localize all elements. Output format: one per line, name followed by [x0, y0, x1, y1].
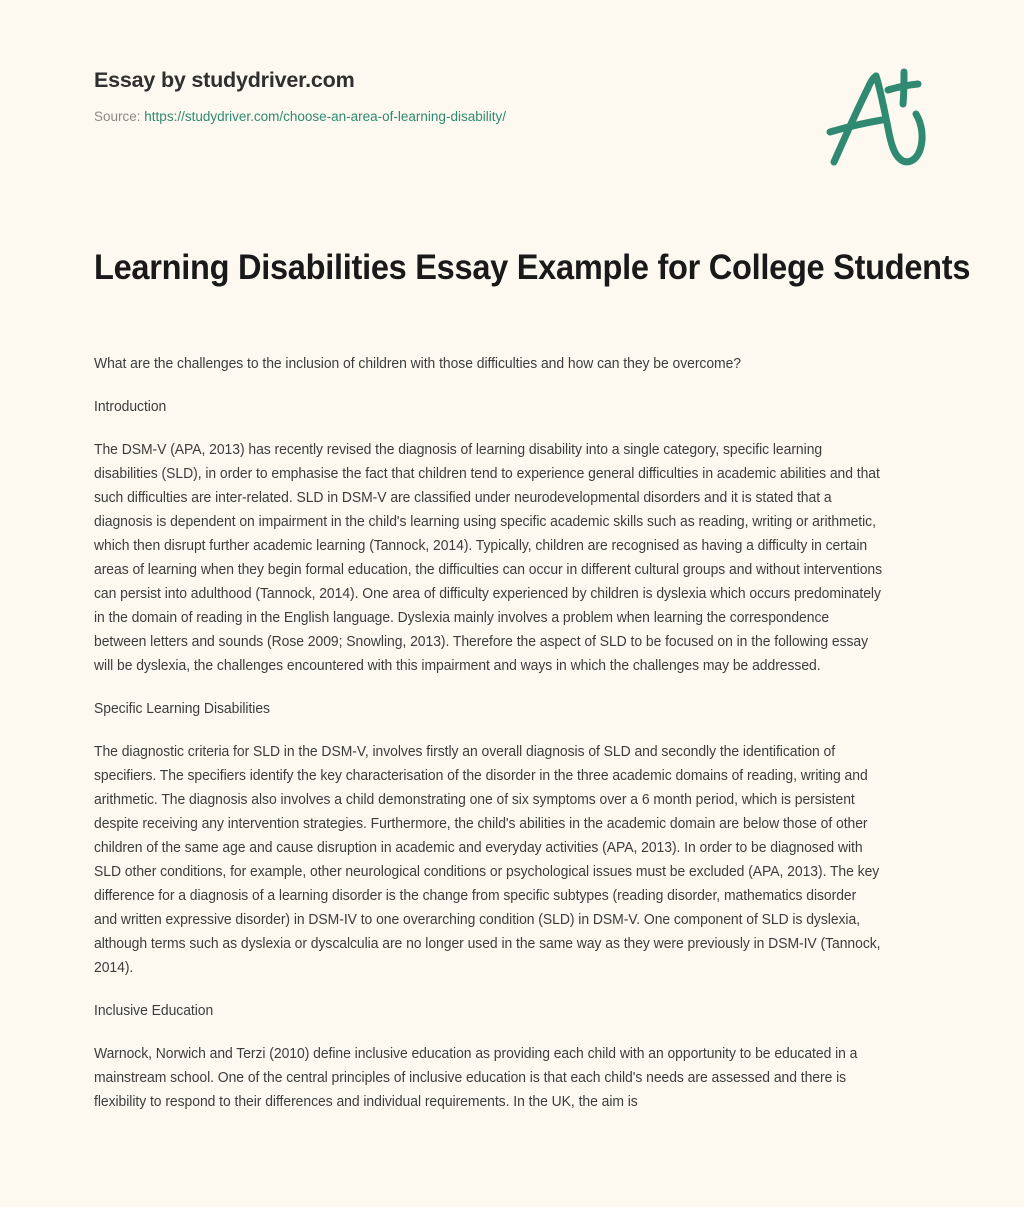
page-title: Learning Disabilities Essay Example for College Students	[94, 248, 971, 287]
section-heading-introduction: Introduction	[94, 399, 167, 415]
source-line	[94, 108, 506, 126]
section-heading-specific-learning-disabilities: Specific Learning Disabilities	[94, 701, 270, 717]
lead-question: What are the challenges to the inclusion of children with those difficulties and how can they be overcome?	[94, 356, 742, 372]
brand-title: Essay by studydriver.com	[94, 68, 355, 92]
a-plus-logo-icon	[812, 62, 932, 174]
page-header	[0, 0, 1024, 200]
brand-block	[94, 68, 506, 125]
source-url-link[interactable]: https://studydriver.com/choose-an-area-of-learning-disability/	[144, 108, 506, 124]
paragraph-inclusive-education: Warnock, Norwich and Terzi (2010) define inclusive education as providing each child with an opportunity to be educated in a mainstream school. One of the central principles of inclusive education is that each child's needs are assessed and there is flexibility to respond to their differences and individual requirements. In the UK, the aim is	[94, 1046, 858, 1110]
paragraph-specific-learning-disabilities: The diagnostic criteria for SLD in the DSM-V, involves firstly an overall diagnosis of SLD and secondly the identification of specifiers. The specifiers identify the key characterisation of the disorder in the three academic domains of reading, writing and arithmetic. The diagnosis also involves a child demonstrating one of six symptoms over a 6 month period, which is persistent despite receiving any intervention strategies. Furthermore, the child's abilities in the academic domain are below those of other children of the same age and cause disruption in academic and everyday activities (APA, 2013). In order to be diagnosed with SLD other conditions, for example, other neurological conditions or psychological issues must be excluded (APA, 2013). The key difference for a diagnosis of a learning disorder is the change from specific subtypes (reading disorder, mathematics disorder and written expressive disorder) in DSM-IV to one overarching condition (SLD) in DSM-V. One component of SLD is dyslexia, although terms such as dyslexia or dyscalculia are no longer used in the same way as they were previously in DSM-IV (Tannock, 2014).	[94, 744, 881, 976]
section-heading-inclusive-education: Inclusive Education	[94, 1003, 214, 1019]
source-label: Source:	[94, 108, 141, 124]
paragraph-introduction: The DSM-V (APA, 2013) has recently revised the diagnosis of learning disability into a single category, specific learning disabilities (SLD), in order to emphasise the fact that children tend to experience general difficulties in academic abilities and that such difficulties are inter-related. SLD in DSM-V are classified under neurodevelopmental disorders and it is stated that a diagnosis is dependent on impairment in the child's learning using specific academic skills such as reading, writing or arithmetic, which then disrupt further academic learning (Tannock, 2014). Typically, children are recognised as having a difficulty in certain areas of learning when they begin formal education, the difficulties can occur in different cultural groups and without interventions can persist into adulthood (Tannock, 2014). One area of difficulty experienced by children is dyslexia which occurs predominately in the domain of reading in the English language. Dyslexia mainly involves a problem when learning the correspondence between letters and sounds (Rose 2009; Snowling, 2013). Therefore the aspect of SLD to be focused on in the following essay will be dyslexia, the challenges encountered with this impairment and ways in which the challenges may be addressed.	[94, 442, 883, 674]
essay-body	[94, 352, 884, 1114]
